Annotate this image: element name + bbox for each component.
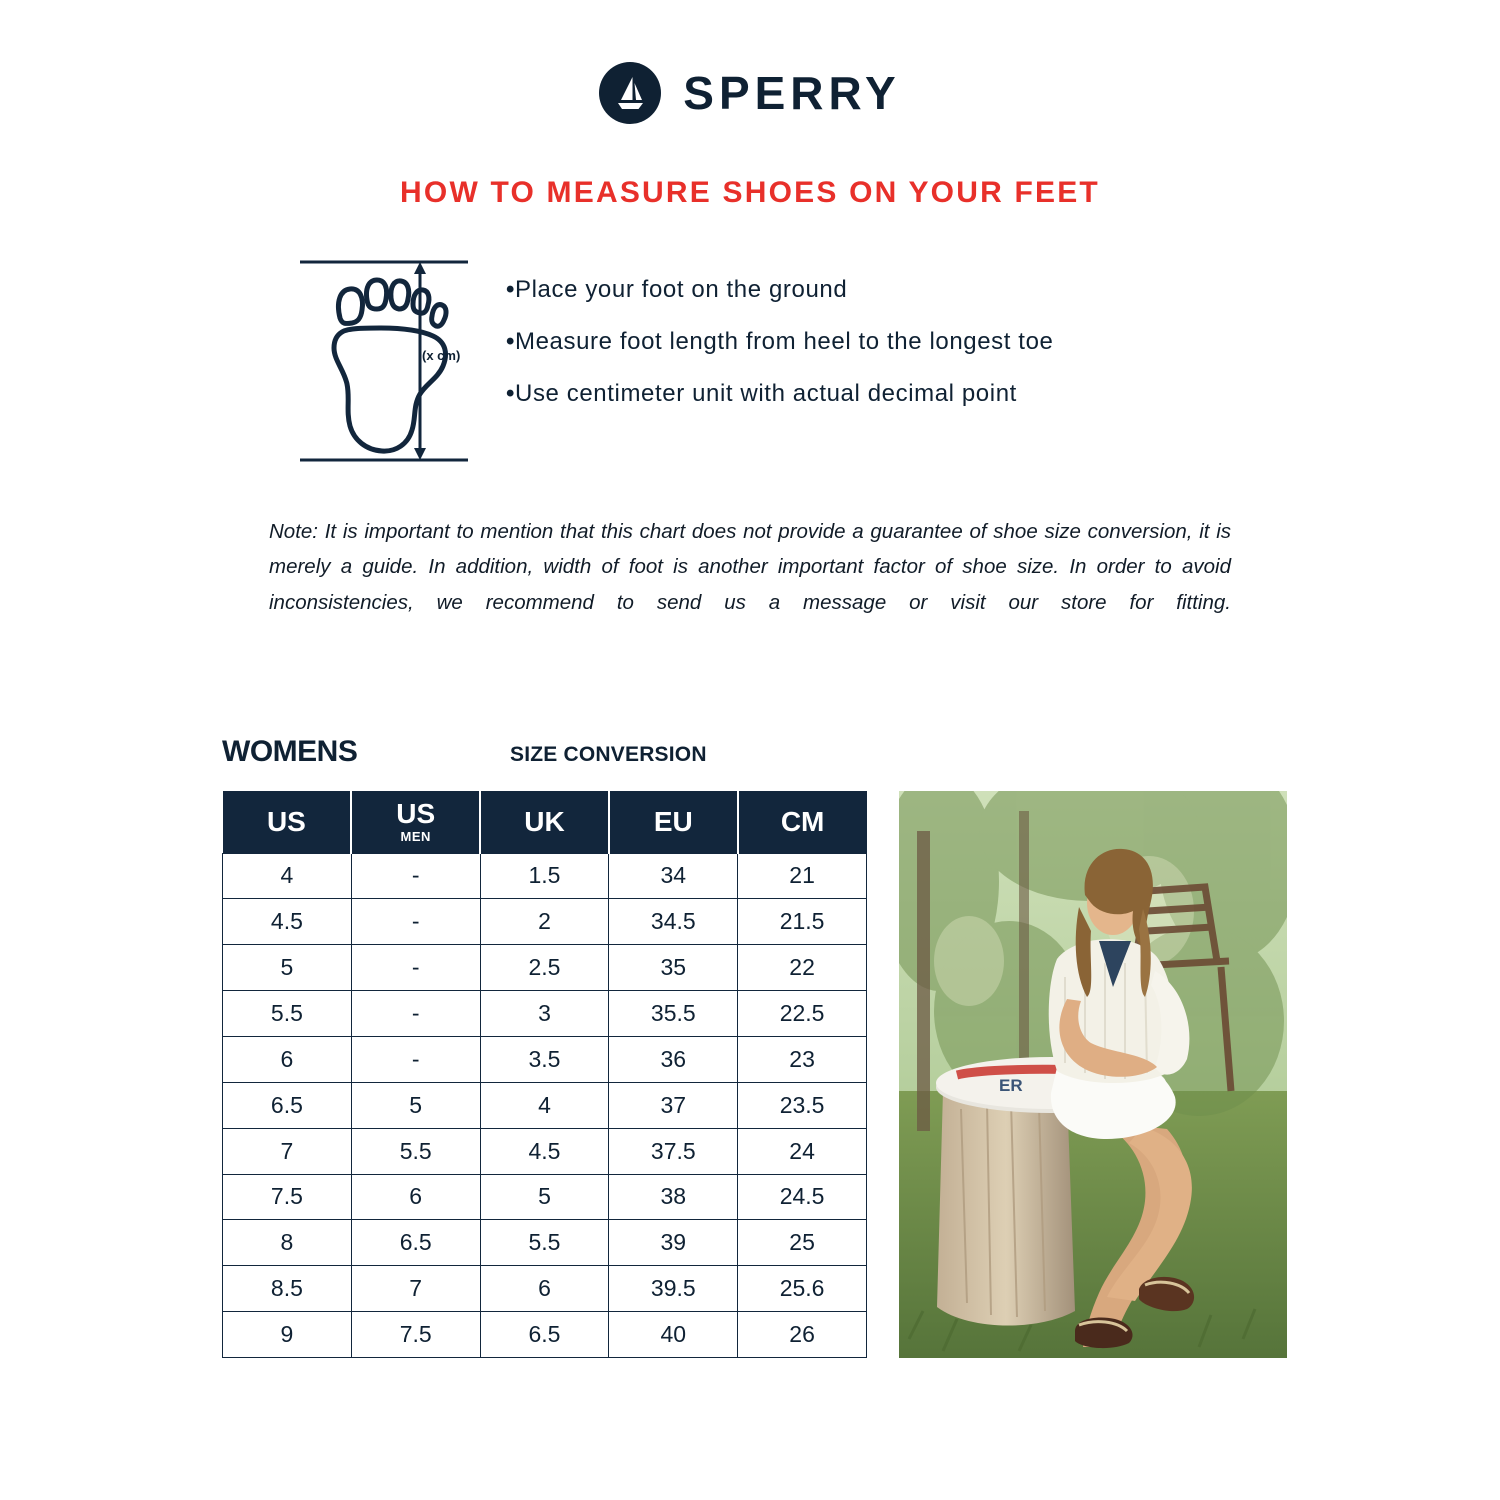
cell-eu: 34.5	[609, 899, 738, 945]
list-item: •Use centimeter unit with actual decimal point	[506, 380, 1017, 407]
cell-uk: 2.5	[480, 945, 609, 991]
list-item: •Place your foot on the ground	[506, 276, 848, 303]
section-label-size-conversion: SIZE CONVERSION	[510, 743, 707, 766]
cell-uk: 5	[480, 1174, 609, 1220]
size-conversion-table	[222, 791, 867, 1358]
cell-us-men: -	[351, 945, 480, 991]
cell-uk: 1.5	[480, 853, 609, 899]
cell-cm: 23	[738, 1036, 867, 1082]
cell-cm: 26	[738, 1312, 867, 1358]
table-row	[223, 853, 867, 899]
cell-us-men: 6.5	[351, 1220, 480, 1266]
cell-cm: 25.6	[738, 1266, 867, 1312]
header-sub: MEN	[400, 829, 431, 845]
column-header-us-women	[223, 791, 352, 853]
header-main: UK	[524, 805, 565, 837]
table-row	[223, 1174, 867, 1220]
cell-us-men: -	[351, 1036, 480, 1082]
cell-eu: 40	[609, 1312, 738, 1358]
cell-cm: 25	[738, 1220, 867, 1266]
sperry-sailboat-icon	[599, 62, 661, 124]
cell-uk: 5.5	[480, 1220, 609, 1266]
table-body	[223, 853, 867, 1358]
cell-us: 8.5	[223, 1266, 352, 1312]
table-row	[223, 1036, 867, 1082]
measure-instructions-block	[0, 256, 1500, 466]
cell-uk: 4	[480, 1082, 609, 1128]
header-main: CM	[780, 805, 825, 837]
cell-us-men: -	[351, 991, 480, 1037]
cell-us: 5.5	[223, 991, 352, 1037]
table-row	[223, 1220, 867, 1266]
cell-cm: 23.5	[738, 1082, 867, 1128]
table-row	[223, 1082, 867, 1128]
table-row	[223, 991, 867, 1037]
cell-uk: 6	[480, 1266, 609, 1312]
cell-us: 5	[223, 945, 352, 991]
table-row	[223, 1312, 867, 1358]
instruction-text: Measure foot length from heel to the longest toe	[515, 328, 1054, 355]
table-row	[223, 1128, 867, 1174]
cell-eu: 34	[609, 853, 738, 899]
table-row	[223, 1266, 867, 1312]
cell-us: 8	[223, 1220, 352, 1266]
column-header-cm	[738, 791, 867, 853]
cell-us-men: 7	[351, 1266, 480, 1312]
cell-uk: 3	[480, 991, 609, 1037]
cell-cm: 21.5	[738, 899, 867, 945]
cell-us-men: 6	[351, 1174, 480, 1220]
cell-uk: 3.5	[480, 1036, 609, 1082]
cell-uk: 6.5	[480, 1312, 609, 1358]
column-header-us-men	[351, 791, 480, 853]
table-heading-row	[222, 735, 1282, 783]
cell-us-men: 7.5	[351, 1312, 480, 1358]
size-conversion-section	[0, 735, 1500, 1358]
instruction-list	[506, 256, 1053, 434]
cell-eu: 37	[609, 1082, 738, 1128]
cell-cm: 22.5	[738, 991, 867, 1037]
column-header-uk	[480, 791, 609, 853]
cell-us: 4	[223, 853, 352, 899]
foot-measure-diagram	[300, 256, 480, 466]
cell-eu: 39	[609, 1220, 738, 1266]
cell-cm: 22	[738, 945, 867, 991]
section-label-womens: WOMENS	[222, 735, 358, 768]
cell-us-men: -	[351, 899, 480, 945]
header-main: US	[396, 798, 436, 830]
cell-eu: 35	[609, 945, 738, 991]
svg-text:ER: ER	[999, 1076, 1023, 1095]
cell-us: 7	[223, 1128, 352, 1174]
cell-eu: 37.5	[609, 1128, 738, 1174]
cell-cm: 24	[738, 1128, 867, 1174]
cell-us: 6	[223, 1036, 352, 1082]
cell-us: 4.5	[223, 899, 352, 945]
cell-us: 6.5	[223, 1082, 352, 1128]
brand-name: SPERRY	[683, 67, 901, 119]
table-row	[223, 945, 867, 991]
cell-eu: 39.5	[609, 1266, 738, 1312]
cell-us-men: -	[351, 853, 480, 899]
cell-uk: 2	[480, 899, 609, 945]
cell-cm: 21	[738, 853, 867, 899]
header-main: EU	[653, 805, 693, 837]
cell-us-men: 5	[351, 1082, 480, 1128]
table-header-row	[223, 791, 867, 853]
cell-us: 9	[223, 1312, 352, 1358]
cell-us-men: 5.5	[351, 1128, 480, 1174]
cell-us: 7.5	[223, 1174, 352, 1220]
brand-header	[0, 0, 1500, 124]
instruction-text: Place your foot on the ground	[515, 276, 848, 303]
lifestyle-photo-woman-wearing-boat-shoes	[899, 791, 1287, 1358]
measure-caption: (x cm)	[422, 348, 461, 363]
column-header-eu	[609, 791, 738, 853]
cell-cm: 24.5	[738, 1174, 867, 1220]
instruction-text: Use centimeter unit with actual decimal point	[515, 380, 1017, 407]
cell-eu: 38	[609, 1174, 738, 1220]
cell-eu: 35.5	[609, 991, 738, 1037]
table-row	[223, 899, 867, 945]
page-title: HOW TO MEASURE SHOES ON YOUR FEET	[400, 176, 1100, 209]
disclaimer-note: Note: It is important to mention that this chart does not provide a guarantee of shoe size conversion, it is merely a guide. In addition, width of foot is another important factor of shoe size. In order to avoid inconsistencies, we recommend to send us a message or visit our store for fitting.	[269, 520, 1231, 614]
cell-uk: 4.5	[480, 1128, 609, 1174]
cell-eu: 36	[609, 1036, 738, 1082]
list-item: •Measure foot length from heel to the longest toe	[506, 328, 1054, 355]
header-main: US	[266, 805, 306, 837]
